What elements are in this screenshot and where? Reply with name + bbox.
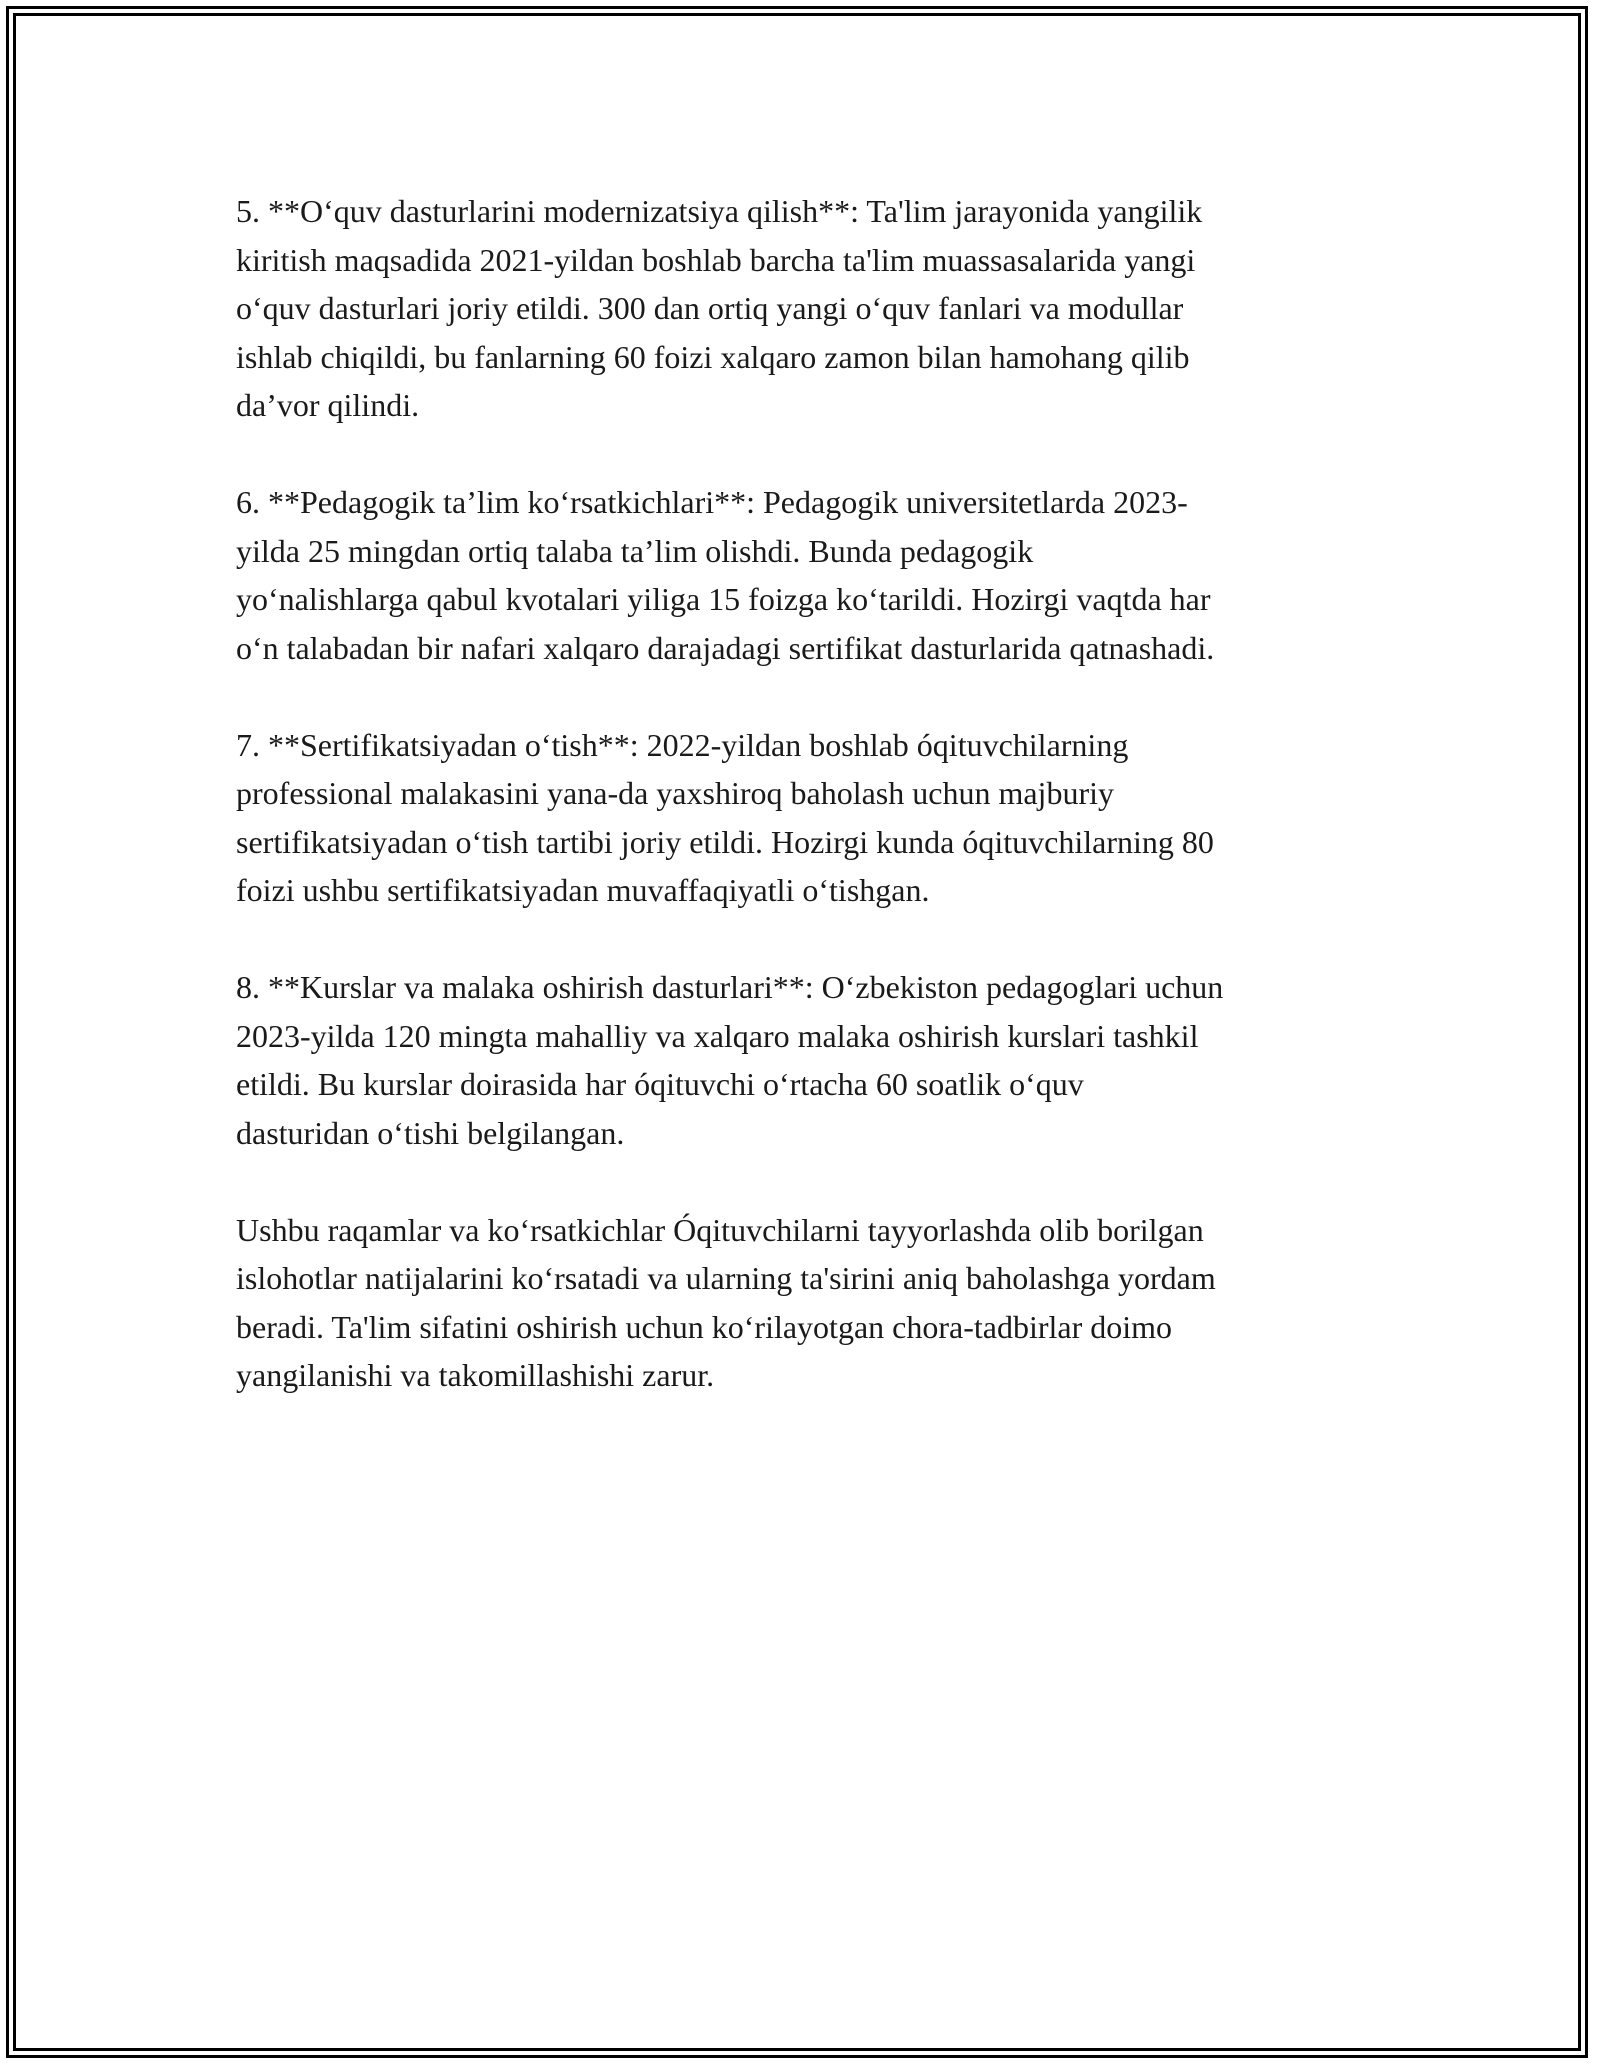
text-line: 8. **Kurslar va malaka oshirish dasturlari**: O‘zbekiston pedagoglari uchun	[236, 969, 1224, 1005]
text-line: 6. **Pedagogik ta’lim ko‘rsatkichlari**: Pedagogik universitetlarda 2023-	[236, 484, 1188, 520]
paragraph-conclusion	[236, 1206, 1376, 1400]
text-line: 5. **O‘quv dasturlarini modernizatsiya qilish**: Ta'lim jarayonida yangilik	[236, 193, 1203, 229]
text-line: professional malakasini yana-da yaxshiroq baholash uchun majburiy	[236, 775, 1114, 811]
text-line: etildi. Bu kurslar doirasida har óqituvchi o‘rtacha 60 soatlik o‘quv	[236, 1066, 1084, 1102]
text-line: yilda 25 mingdan ortiq talaba ta’lim olishdi. Bunda pedagogik	[236, 532, 1034, 569]
text-line: da’vor qilindi.	[236, 387, 420, 423]
paragraph-5-curriculum-modernization	[236, 187, 1376, 430]
text-line: o‘quv dasturlari joriy etildi. 300 dan ortiq yangi o‘quv fanlari va modullar	[236, 290, 1184, 326]
paragraph-7-certification	[236, 721, 1376, 915]
text-line: beradi. Ta'lim sifatini oshirish uchun ko‘rilayotgan chora-tadbirlar doimo	[236, 1308, 1173, 1345]
paragraph-8-courses	[236, 963, 1376, 1157]
text-line: 2023-yilda 120 mingta mahalliy va xalqaro malaka oshirish kurslari tashkil	[236, 1017, 1199, 1054]
text-line: 7. **Sertifikatsiyadan o‘tish**: 2022-yildan boshlab óqituvchilarning	[236, 726, 1129, 763]
text-line: sertifikatsiyadan o‘tish tartibi joriy etildi. Hozirgi kunda óqituvchilarning 80	[236, 823, 1214, 860]
document-body	[236, 187, 1376, 1400]
text-line: islohotlar natijalarini ko‘rsatadi va ularning ta'sirini aniq baholashga yordam	[236, 1260, 1216, 1296]
text-line: dasturidan o‘tishi belgilangan.	[236, 1114, 625, 1151]
text-line: foizi ushbu sertifikatsiyadan muvaffaqiyatli o‘tishgan.	[236, 872, 930, 908]
text-line: Ushbu raqamlar va ko‘rsatkichlar Óqituvchilarni tayyorlashda olib borilgan	[236, 1211, 1204, 1248]
text-line: o‘n talabadan bir nafari xalqaro darajadagi sertifikat dasturlarida qatnashadi.	[236, 629, 1215, 666]
text-line: yo‘nalishlarga qabul kvotalari yiliga 15 foizga ko‘tarildi. Hozirgi vaqtda har	[236, 581, 1211, 617]
paragraph-6-pedagogical-indicators	[236, 478, 1376, 672]
text-line: kiritish maqsadida 2021-yildan boshlab barcha ta'lim muassasalarida yangi	[236, 241, 1196, 278]
text-line: yangilanishi va takomillashishi zarur.	[236, 1357, 715, 1393]
text-line: ishlab chiqildi, bu fanlarning 60 foizi xalqaro zamon bilan hamohang qilib	[236, 338, 1190, 375]
